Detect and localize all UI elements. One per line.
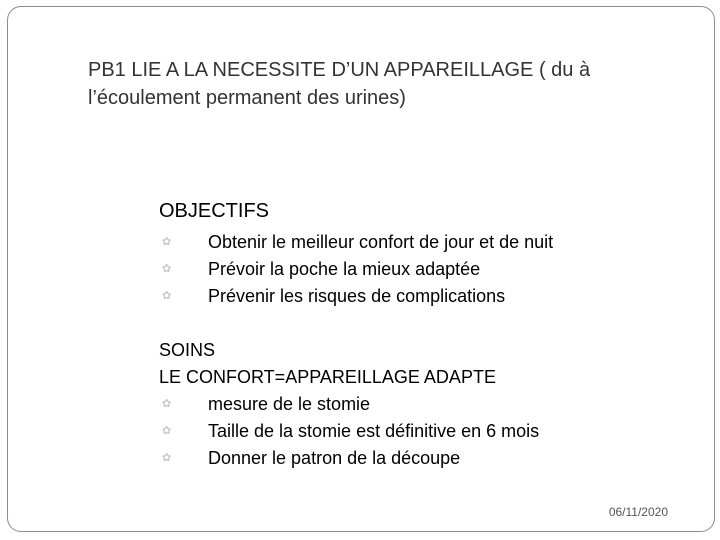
list-item-text: mesure de le stomie bbox=[208, 394, 371, 414]
objectifs-heading: OBJECTIFS bbox=[159, 200, 270, 222]
list-item bbox=[159, 418, 699, 445]
slide bbox=[7, 6, 715, 532]
list-item-text: Prévoir la poche la mieux adaptée bbox=[208, 259, 481, 279]
slide-title: PB1 LIE A LA NECESSITE D’UN APPAREILLAGE ( du à l’écoulement permanent des urines) bbox=[88, 59, 591, 109]
section-spacer bbox=[159, 310, 699, 337]
flower-bullet-icon: ✿ bbox=[162, 236, 172, 248]
list-item bbox=[159, 229, 699, 256]
flower-bullet-icon: ✿ bbox=[162, 452, 172, 464]
soins-subheading: LE CONFORT=APPAREILLAGE ADAPTE bbox=[159, 367, 496, 387]
list-item-text: Obtenir le meilleur confort de jour et de nuit bbox=[208, 232, 554, 252]
list-item bbox=[159, 391, 699, 418]
list-item bbox=[159, 445, 699, 472]
slide-date: 06/11/2020 bbox=[608, 505, 668, 519]
list-item-text: Prévenir les risques de complications bbox=[208, 286, 506, 306]
list-item bbox=[159, 256, 699, 283]
soins-list bbox=[159, 391, 699, 472]
list-item-text: Taille de la stomie est définitive en 6 mois bbox=[208, 421, 540, 441]
objectifs-list bbox=[159, 229, 699, 310]
flower-bullet-icon: ✿ bbox=[162, 425, 172, 437]
slide-content bbox=[159, 197, 699, 472]
flower-bullet-icon: ✿ bbox=[162, 398, 172, 410]
list-item bbox=[159, 283, 699, 310]
flower-bullet-icon: ✿ bbox=[162, 290, 172, 302]
soins-heading: SOINS bbox=[159, 340, 216, 360]
flower-bullet-icon: ✿ bbox=[162, 263, 172, 275]
list-item-text: Donner le patron de la découpe bbox=[208, 448, 461, 468]
